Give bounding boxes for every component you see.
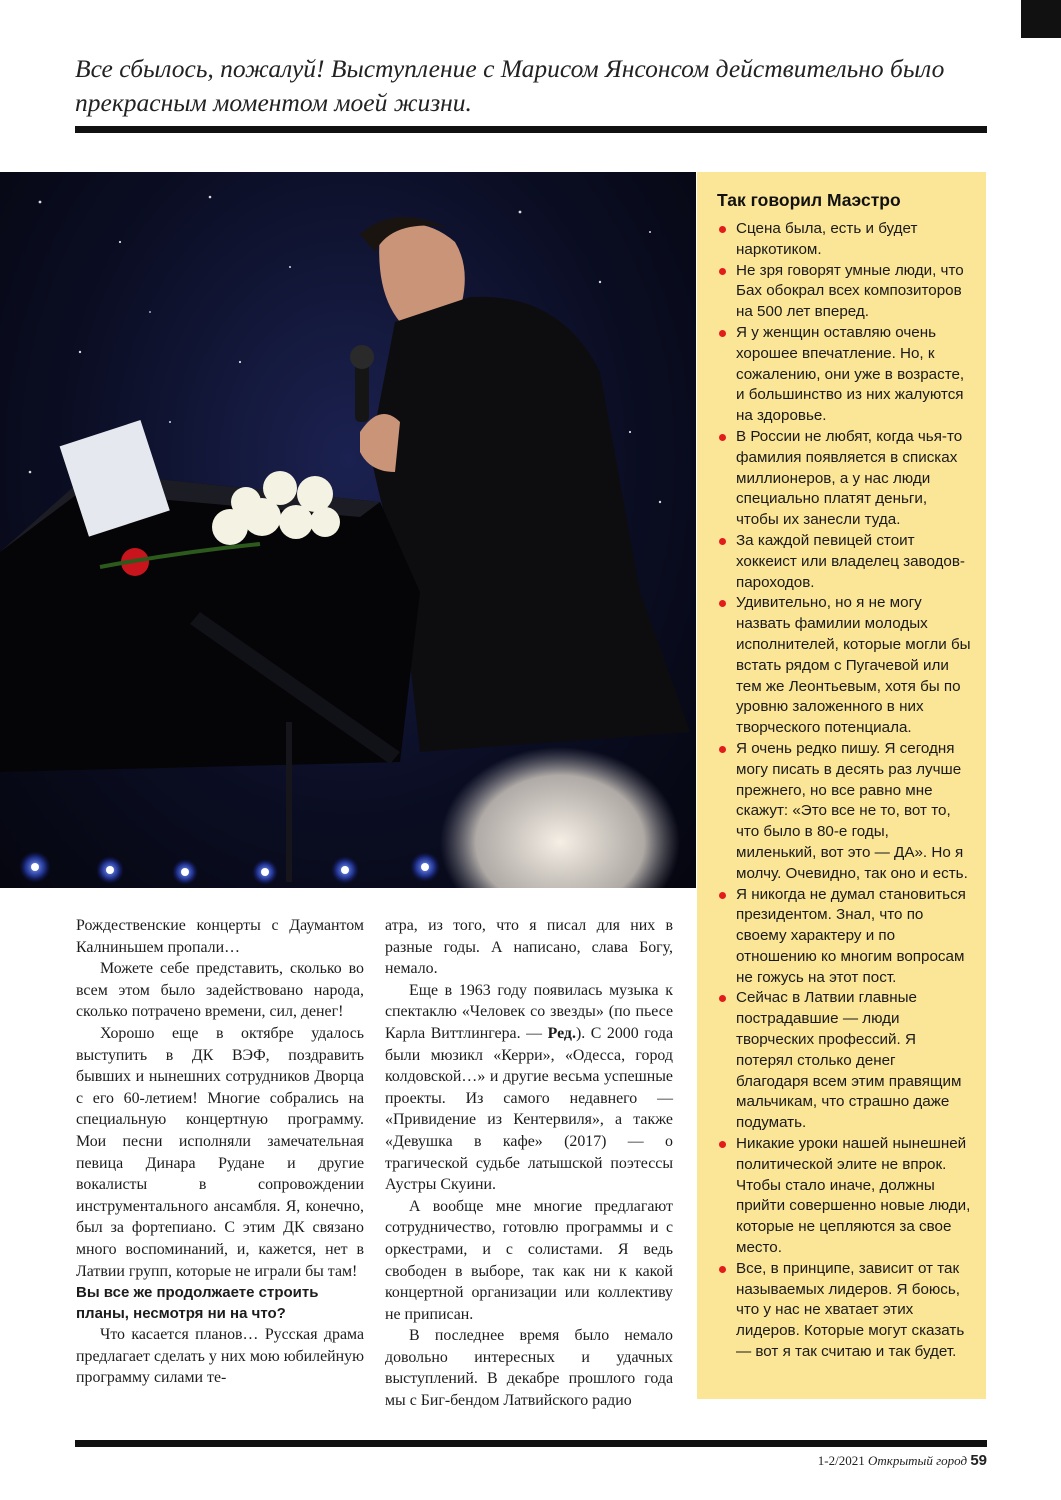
sidebar-title: Так говорил Маэстро [717, 190, 901, 210]
quote-item: Я очень редко пишу. Я сегодня могу писать в десять раз лучше прежнего, но все равно мне скажут: «Это все не то, вот то, что было в 80-е годы, миленький, вот это — ДА». Но я молчу. Очевидно, так оно и есть. [715, 739, 972, 885]
page-footer [818, 1452, 987, 1469]
article-paragraph: Хорошо еще в октябре удалось выступить в ДК ВЭФ, поздравить бывших и нынешних сотрудников Дворца с его 60-летием! Многие собрались на специальную концертную программу. Мои песни исполняли замечательная певица Динара Рудане и другие вокалисты в сопровождении инструментального ансамбля. Я, конечно, был за фортепиано. С этим ДК связано много воспоминаний, и, кажется, нет в Латвии групп, которые не играли бы там! [76, 1024, 364, 1280]
top-rule [75, 126, 987, 133]
bottom-rule [75, 1440, 987, 1447]
quote-item: В России не любят, когда чья-то фамилия появляется в списках миллионеров, а у нас люди специально платят деньги, чтобы их занесли туда. [715, 427, 972, 531]
quote-item: Удивительно, но я не могу назвать фамилии молодых исполнителей, которые могли бы встать рядом с Пугачевой или тем же Леонтьевым, хотя бы по уровню заложенного в них творческого потенциала. [715, 593, 972, 739]
page-number: 59 [970, 1452, 987, 1469]
article-paragraph [385, 980, 673, 1196]
concert-photo [0, 172, 696, 888]
issue-number: 1-2/2021 [817, 1453, 865, 1468]
quote-item: Не зря говорят умные люди, что Бах обокрал всех композиторов на 500 лет вперед. [715, 261, 972, 323]
article-paragraph: В последнее время было немало довольно интересных и удачных выступлений. В декабре прошлого года мы с Биг-бендом Латвийского радио [385, 1327, 673, 1410]
article-text: Еще в 1963 году появилась музыка к спектаклю «Человек со звезды» (по пьесе Карла Виттлингера. — [385, 981, 673, 1042]
quotes-list [715, 219, 972, 1363]
quote-item: Все, в принципе, зависит от так называемых лидеров. Я боюсь, что у нас не хватает этих лидеров. Которые могут сказать — вот я так считаю и так будет. [715, 1259, 972, 1363]
interview-question: Вы все же продолжаете строить планы, несмотря ни на что? [76, 1284, 319, 1323]
quote-item: Сейчас в Латвии главные пострадавшие — люди творческих профессий. Я потерял столько денег благодаря всем этим правящим мальчикам, что страшно даже подумать. [715, 988, 972, 1134]
article-paragraph: Что касается планов… Русская драма предлагает сделать у них мою юбилейную программу силами те- [76, 1326, 364, 1387]
article-paragraph: атра, из того, что я писал для них в разные годы. А написано, слава Богу, немало. [385, 917, 673, 978]
article-paragraph: А вообще мне многие предлагают сотрудничество, готовлю программы и с оркестрами, и с солистами. Я ведь свободен в выборе, так как ни к какой концертной организации или коллективу не приписан. [385, 1197, 673, 1323]
magazine-name: Открытый город [867, 1453, 968, 1468]
quote-item: За каждой певицей стоит хоккеист или владелец заводов-пароходов. [715, 531, 972, 593]
article-paragraph: Можете себе представить, сколько во всем этом было задействовано народа, сколько потрачено времени, сил, денег! [76, 960, 364, 1021]
editor-note: Ред. [547, 1024, 576, 1042]
quote-item: Сцена была, есть и будет наркотиком. [715, 219, 972, 261]
quote-item: Никакие уроки нашей нынешней политической элите не впрок. Чтобы стало иначе, должны прийти совершенно новые люди, которые не цепляются за свое место. [715, 1134, 972, 1259]
maestro-quotes-sidebar [697, 172, 986, 1399]
quote-item: Я никогда не думал становиться президентом. Знал, что по своему характеру и по отношению ко многим вопросам не гожусь на этот пост. [715, 885, 972, 989]
concert-photo-illustration [0, 172, 696, 888]
article-paragraph: Рождественские концерты с Даумантом Калниньшем пропали… [76, 917, 364, 956]
page-edge-bar [1021, 0, 1061, 38]
article-column-2 [385, 915, 673, 1412]
pull-quote: Все сбылось, пожалуй! Выступление с Марисом Янсонсом действительно было прекрасным моментом моей жизни. [75, 54, 945, 117]
article-column-1 [76, 915, 364, 1389]
quote-item: Я у женщин оставляю очень хорошее впечатление. Но, к сожалению, они уже в возрасте, и большинство из них жалуются на здоровье. [715, 323, 972, 427]
article-text: ). С 2000 года были мюзикл «Керри», «Одесса, город колдовской…» и другие весьма успешные проекты. Из самого недавнего — «Привидение из Кентервиля», а также «Девушка в кафе» (2017) — о трагической судьбе латышской поэтессы Аустры Скуини. [385, 1024, 673, 1194]
